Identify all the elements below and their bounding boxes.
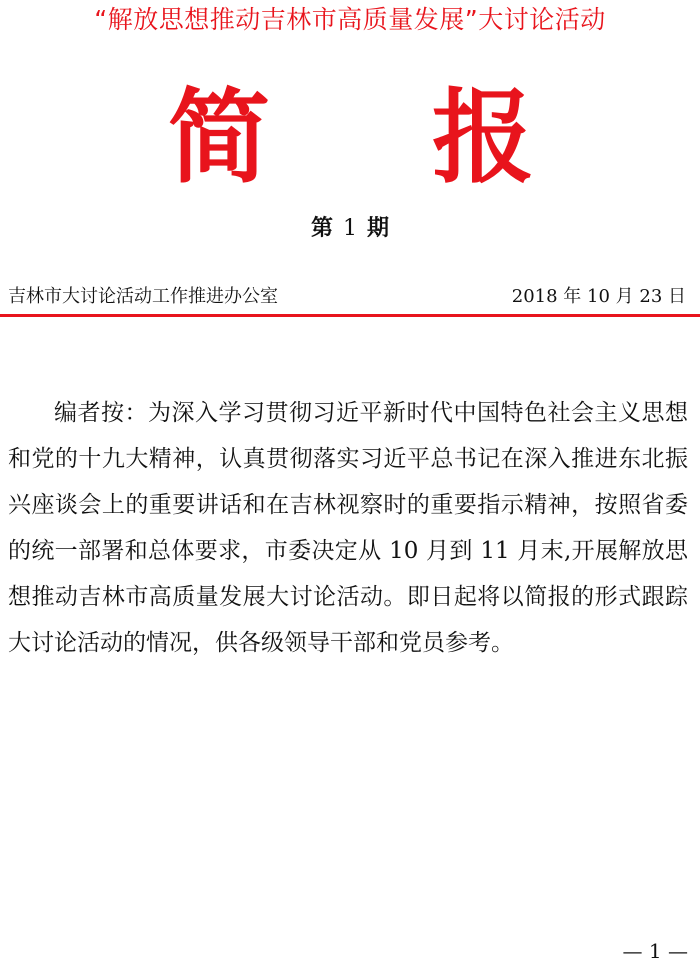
masthead-char-bao: 报 <box>432 79 534 198</box>
issue-date: 2018 年 10 月 23 日 <box>511 286 686 307</box>
editor-note <box>8 390 688 666</box>
issue-number <box>0 213 700 244</box>
campaign-title: “解放思想推动吉林市高质量发展”大讨论活动 <box>94 5 606 34</box>
editor-note-lead: 编者按： <box>54 400 148 426</box>
issue-number-value: 1 <box>343 216 357 241</box>
issue-suffix: 期 <box>367 215 390 241</box>
page-number: — 1 — <box>622 939 688 963</box>
editor-note-text: 为深入学习贯彻习近平新时代中国特色社会主义思想和党的十九大精神，认真贯彻落实习近平总书记在深入推进东北振兴座谈会上的重要讲话和在吉林视察时的重要指示精神，按照省委的统一部署和总体要求，市委决定从 10 月到 11 月末,开展解放思想推动吉林市高质量发展大讨论活动。即日起将以简报的形式跟踪大讨论活动的情况，供各级领导干部和党员参考。 <box>8 400 688 656</box>
masthead <box>0 79 700 198</box>
masthead-char-jian: 简 <box>168 79 270 198</box>
editor-note-paragraph <box>8 390 688 666</box>
issuer: 吉林市大讨论活动工作推进办公室 <box>8 286 278 307</box>
issue-prefix: 第 <box>310 215 333 241</box>
issuer-date-row <box>8 283 686 311</box>
red-divider <box>0 314 700 317</box>
